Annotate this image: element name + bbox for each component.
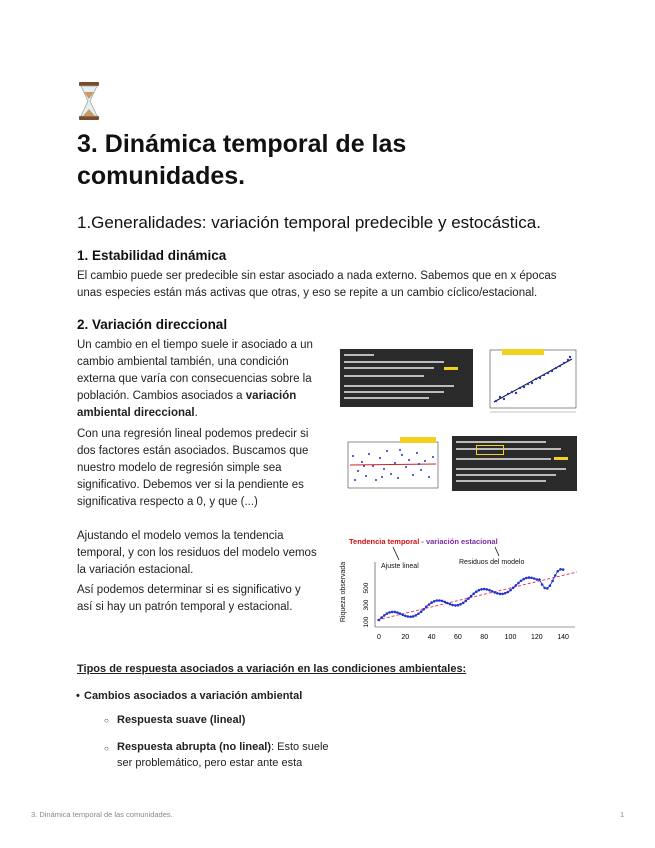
series-point	[388, 611, 391, 614]
series-point	[533, 577, 536, 580]
paragraph-regresion: Con una regresión lineal podemos predecir si dos factores están asociados. Buscamos que nuestro modelo de regresión simple sea significativo. Debemos ver si la pendiente es significativa respecto a 0, y que (...)	[77, 428, 309, 508]
series-point	[438, 599, 441, 602]
series-point	[475, 590, 478, 593]
series-point	[457, 604, 460, 607]
series-point	[501, 593, 504, 596]
series-point	[399, 612, 402, 615]
series-point	[530, 577, 533, 580]
x-tick-label: 140	[557, 634, 569, 641]
series-point	[536, 578, 539, 581]
series-point	[541, 583, 544, 586]
x-tick-label: 40	[427, 634, 436, 641]
series-point	[451, 604, 454, 607]
subsection-heading-1: 1. Estabilidad dinámica	[77, 248, 227, 263]
series-point	[417, 613, 420, 616]
series-point	[520, 580, 523, 583]
series-point	[528, 576, 531, 579]
bullet-abrupta: ○ Respuesta abrupta (no lineal): Esto suele ser problemático, pero estar ante esta	[117, 739, 337, 771]
series-point	[562, 568, 565, 571]
series-point	[394, 611, 397, 614]
paragraph-estabilidad: El cambio puede ser predecible sin estar asociado a nada externo. Sabemos que en x épocas unas especies están más activas que otras, y eso se repite a un cambio cíclico/estacional.	[77, 270, 557, 299]
series-point	[425, 606, 428, 609]
hourglass-icon	[78, 82, 100, 120]
series-point	[465, 600, 468, 603]
page-number: 1	[620, 810, 625, 819]
series-point	[430, 601, 433, 604]
series-point	[409, 616, 412, 619]
seasonal-trend-chart	[335, 532, 585, 644]
x-tick-label: 60	[454, 634, 462, 641]
series-point	[415, 614, 418, 617]
x-tick-label: 20	[401, 634, 410, 641]
label-fit: Ajuste lineal	[381, 563, 419, 570]
random-scatter-plot	[338, 436, 446, 504]
types-heading: Tipos de respuesta asociados a variación en las condiciones ambientales:	[77, 663, 467, 675]
series-point	[412, 615, 415, 618]
series-point	[433, 600, 436, 603]
x-tick-label: 80	[480, 634, 489, 641]
series-point	[488, 589, 491, 592]
paragraph-determinar: Así podemos determinar si es significativo y así si hay un patrón temporal y estacional.	[77, 584, 301, 613]
series-point	[538, 578, 541, 581]
series-point	[549, 584, 552, 587]
label-residuals: Residuos del modelo	[459, 559, 525, 566]
series-point	[428, 603, 431, 606]
y-axis-label: Riqueza observada	[340, 561, 347, 623]
series-point	[472, 592, 475, 595]
series-point	[478, 589, 481, 592]
series-point	[512, 587, 515, 590]
series-point	[491, 590, 494, 593]
y-tick-label: 500	[363, 582, 370, 594]
series-point	[525, 577, 528, 580]
arrow-residuals	[495, 547, 499, 556]
y-tick-label: 100	[363, 616, 370, 628]
bold-term: variación ambiental direccional	[77, 390, 297, 419]
series-point	[391, 611, 394, 614]
series-point	[407, 615, 410, 618]
series-point	[420, 610, 423, 613]
series-point	[446, 602, 449, 605]
series-point	[462, 602, 465, 605]
page-title: 3. Dinámica temporal de las comunidades.	[77, 130, 407, 190]
series-point	[507, 591, 510, 594]
series-point	[396, 611, 399, 614]
paragraph-cambio: Un cambio en el tiempo suele ir asociado a un cambio ambiental también, una condición externa que varía con consecuencias sobre la población. Cambios asociados a variación ambiental direccional.	[77, 339, 313, 419]
series-point	[401, 613, 404, 616]
series-point	[551, 580, 554, 583]
series-point	[522, 578, 525, 581]
arrow-fit	[393, 547, 399, 560]
series-point	[493, 591, 496, 594]
x-tick-label: 0	[377, 634, 381, 641]
series-point	[515, 584, 518, 587]
series-point	[546, 587, 549, 590]
series-point	[483, 588, 486, 591]
x-ticks	[377, 634, 569, 641]
linear-fit-line	[377, 572, 577, 620]
series-point	[386, 612, 389, 615]
bullet-suave: ○ Respuesta suave (lineal)	[117, 714, 245, 726]
section-heading: 1.Generalidades: variación temporal predecible y estocástica.	[77, 213, 541, 232]
series-point	[509, 589, 512, 592]
r-output-image-1	[340, 349, 473, 407]
series-point	[554, 574, 557, 577]
series-point	[486, 588, 489, 591]
chart-title: Tendencia temporal - variación estacional	[349, 537, 498, 546]
series-point	[404, 615, 407, 618]
x-tick-label: 120	[530, 634, 543, 641]
series-point	[517, 582, 520, 585]
series-point	[543, 587, 546, 590]
series-line	[379, 569, 563, 620]
series-points	[378, 568, 565, 621]
y-ticks	[363, 582, 370, 627]
paragraph-ajuste: Ajustando el modelo vemos la tendencia temporal, y con los residuos del modelo vemos la variación estacional.	[77, 530, 317, 576]
series-point	[504, 592, 507, 595]
series-point	[383, 614, 386, 617]
series-point	[480, 588, 483, 591]
y-tick-label: 300	[363, 599, 370, 611]
series-point	[422, 608, 425, 611]
subsection-heading-2: 2. Variación direccional	[77, 317, 228, 332]
bullet-cambios: • Cambios asociados a variación ambiental	[84, 690, 302, 702]
series-point	[467, 597, 470, 600]
series-point	[470, 595, 473, 598]
series-point	[459, 603, 462, 606]
series-point	[449, 603, 452, 606]
series-point	[557, 570, 560, 573]
series-point	[380, 616, 383, 619]
series-point	[496, 592, 499, 595]
series-point	[454, 604, 457, 607]
series-point	[436, 599, 439, 602]
series-point	[444, 601, 447, 604]
series-point	[441, 600, 444, 603]
series-point	[378, 619, 381, 622]
x-tick-label: 100	[504, 634, 517, 641]
r-output-image-2	[452, 436, 577, 491]
footer-title: 3. Dinámica temporal de las comunidades.	[31, 810, 173, 819]
trend-scatter-plot	[480, 347, 580, 425]
series-point	[559, 568, 562, 571]
series-point	[499, 593, 502, 596]
